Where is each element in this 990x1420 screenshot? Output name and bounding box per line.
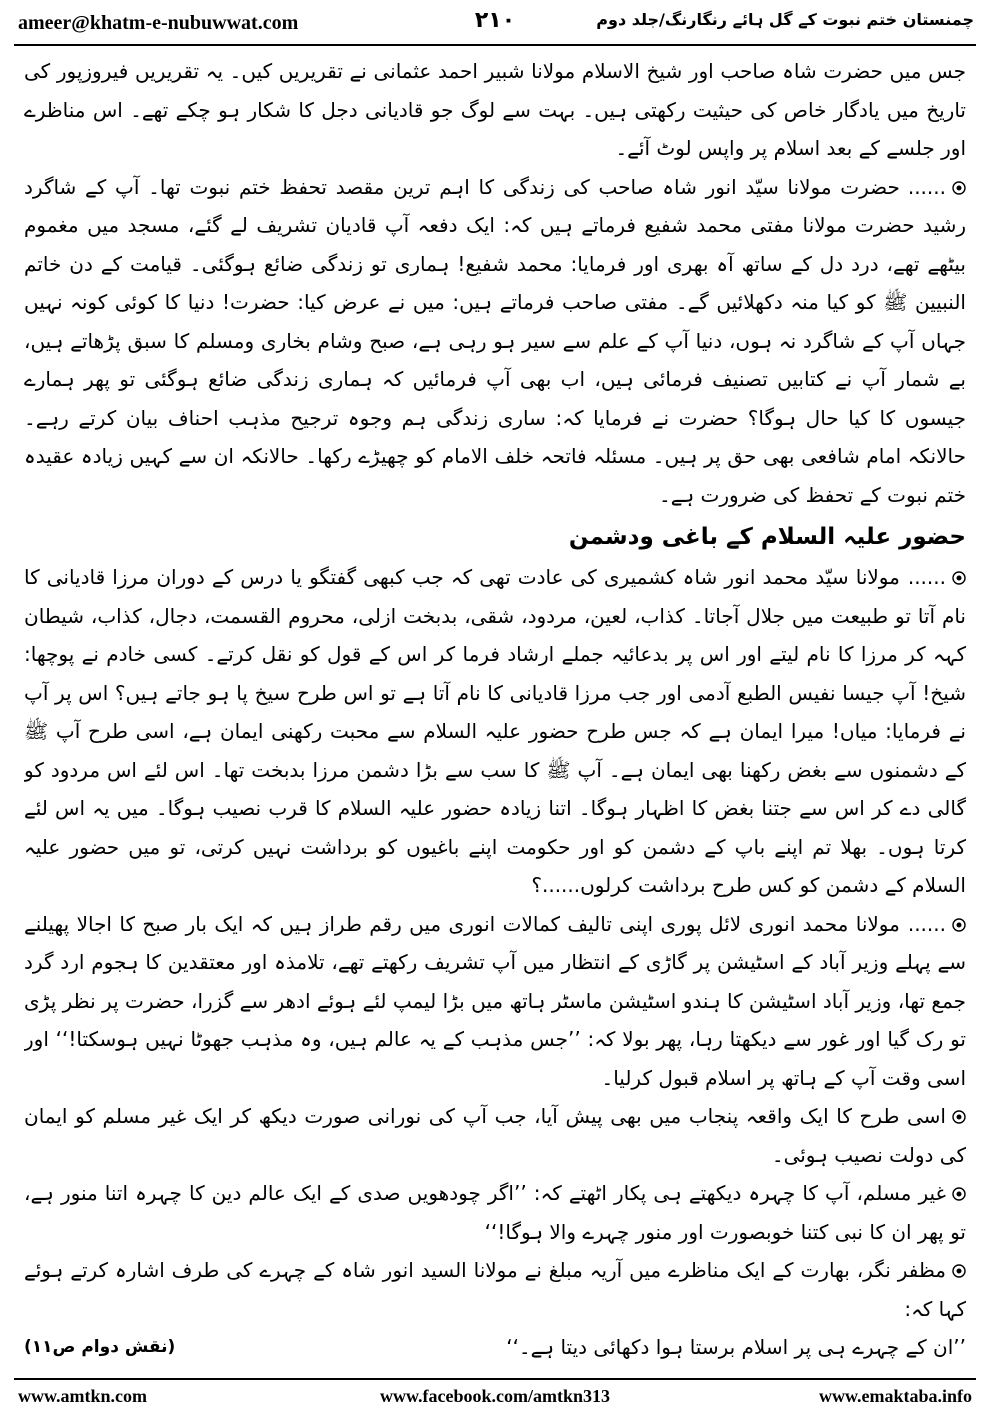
flower-bullet-icon (952, 1264, 966, 1278)
source-reference: (نقش دوام ص۱۱) (24, 1337, 176, 1357)
footer-facebook-link[interactable]: www.facebook.com/amtkn313 (380, 1386, 610, 1406)
section-heading: حضور علیہ السلام کے باغی ودشمن (568, 524, 966, 550)
flower-bullet-icon (952, 918, 966, 932)
paragraph-text: مولانا محمد انوری لائل پوری اپنی تالیف کمالات انوری میں رقم طراز ہیں کہ ایک بار صبح کا اجالا پھیلنے سے پہلے وزیر آباد کے اسٹیشن پر گاڑی کے انتظار میں آپ تشریف رکھتے تھے، تلامذہ اور معتقدین کا ہجوم ارد گرد جمع تھا، وزیر آباد اسٹیشن کا ہندو اسٹیشن ماسٹر ہاتھ میں بڑا لیمپ لئے ہوئے ادھر سے گزرا، حضرت پر نظر پڑی تو رک گیا اور غور سے دیکھتا رہا، پھر بولا کہ: ’’جس مذہب کے یہ عالم ہیں، وہ مذہب جھوٹا نہیں ہوسکتا!‘‘ اور اسی وقت آپ کے ہاتھ پر اسلام قبول کرلیا۔ (24, 911, 966, 1090)
flower-bullet-icon (952, 1110, 966, 1124)
ellipsis-marker: ...... (907, 565, 946, 589)
paragraph-text: حضرت مولانا سیّد انور شاہ صاحب کی زندگی کا اہم ترین مقصد تحفظ ختم نبوت تھا۔ آپ کے شاگرد رشید حضرت مولانا مفتی محمد شفیع فرماتے ہیں کہ: ایک دفعہ آپ قادیان تشریف لے گئے، مسجد میں مغموم بیٹھے تھے، درد دل کے ساتھ آہ بھری اور فرمایا: محمد شفیع! ہماری تو زندگی ضائع ہوگئی۔ قیامت کے دن خاتم النبیین ﷺ کو کیا منہ دکھلائیں گے۔ مفتی صاحب فرماتے ہیں: میں نے عرض کیا: حضرت! دنیا کا کوئی کونہ نہیں جہاں آپ کے شاگرد نہ ہوں، دنیا آپ کے علم سے سیر ہو رہی ہے، صبح وشام بخاری ومسلم کا سبق پڑھاتے ہیں، بے شمار آپ نے کتابیں تصنیف فرمائی ہیں، اب بھی آپ فرمائیں کہ ہماری زندگی ضائع ہوگئی تو پھر ہمارے جیسوں کا کیا حال ہوگا؟ حضرت نے فرمایا کہ: ساری زندگی ہم وجوہ ترجیح مذہب احناف بیان کرتے رہے۔ حالانکہ امام شافعی بھی حق پر ہیں۔ مسئلہ فاتحہ خلف الامام کو چھیڑے رکھا۔ حالانکہ ان سے کہیں زیادہ عقیدہ ختم نبوت کے تحفظ کی ضرورت ہے۔ (24, 174, 966, 507)
paragraph-5 (24, 1174, 966, 1251)
page-number: ۲۱۰ (474, 8, 516, 33)
flower-bullet-icon (952, 571, 966, 585)
page-footer (14, 1384, 976, 1412)
flower-bullet-icon (952, 181, 966, 195)
footer-emaktaba-link[interactable]: www.emaktaba.info (818, 1386, 972, 1406)
paragraph-text: اسی طرح کا ایک واقعہ پنجاب میں بھی پیش آیا، جب آپ کی نورانی صورت دیکھ کر ایک غیر مسلم کو ایمان کی دولت نصیب ہوئی۔ (24, 1104, 966, 1167)
intro-paragraph: جس میں حضرت شاہ صاحب اور شیخ الاسلام مولانا شبیر احمد عثمانی نے تقریریں کیں۔ یہ تقریریں فیروزپور کی تاریخ میں یادگار خاص کی حیثیت رکھتی ہیں۔ بہت سے لوگ جو قادیانی دجل کا شکار ہو چکے تھے۔ اس مناظرے اور جلسے کے بعد اسلام پر واپس لوٹ آئے۔ (24, 59, 966, 160)
ellipsis-marker: ...... (907, 911, 946, 936)
paragraph-text: مولانا سیّد محمد انور شاہ کشمیری کی عادت تھی کہ جب کبھی گفتگو یا درس کے دوران مرزا قادیانی کا نام آتا تو طبیعت میں جلال آجاتا۔ کذاب، لعین، مردود، شقی، بدبخت ازلی، محروم القسمت، دجال، کذاب، شیطان کہہ کر مرزا کا نام لیتے اور اس پر بدعائیہ جملے ارشاد فرما کر اس کے قول کو نقل کرتے۔ کسی خادم نے پوچھا: شیخ! آپ جیسا نفیس الطبع آدمی اور جب مرزا قادیانی کا نام آتا ہے تو اس طرح سیخ پا ہو جاتے ہیں؟ اس پر آپ نے فرمایا: میاں! میرا ایمان ہے کہ جس طرح حضور علیہ السلام سے محبت رکھنی ایمان ہے، اسی طرح آپ ﷺ کے دشمنوں سے بغض رکھنا بھی ایمان ہے۔ آپ ﷺ کا سب سے بڑا دشمن مرزا بدبخت تھا۔ اس لئے اس مردود کو گالی دے کر اس سے جتنا بغض کا اظہار ہوگا۔ اتنا زیادہ حضور علیہ السلام کا قرب نصیب ہوگا۔ میں یہ اس لئے کرتا ہوں۔ بھلا تم اپنے باپ کے دشمن کو اور حکومت اپنے باغیوں کو برداشت نہیں کرتی، تو میں حضور علیہ السلام کے دشمن کو کس طرح برداشت کرلوں......؟ (24, 565, 966, 897)
quote-line (24, 1328, 966, 1367)
paragraph-6 (24, 1251, 966, 1328)
footer-divider (14, 1378, 976, 1380)
page-header (12, 8, 978, 38)
paragraph-2 (24, 558, 966, 905)
footer-website-link[interactable]: www.amtkn.com (18, 1386, 147, 1406)
paragraph-text: غیر مسلم، آپ کا چہرہ دیکھتے ہی پکار اٹھتے کہ: ’’اگر چودھویں صدی کے ایک عالم دین کا چہرہ اتنا منور ہے، تو پھر ان کا نبی کتنا خوبصورت اور منور چہرے والا ہوگا!‘‘ (24, 1181, 966, 1244)
page-body (24, 52, 966, 1374)
paragraph-3 (24, 905, 966, 1098)
paragraph-1 (24, 168, 966, 515)
paragraph-4 (24, 1097, 966, 1174)
ellipsis-marker: ...... (907, 174, 946, 199)
quote-text: ’’ان کے چہرے ہی پر اسلام برستا ہوا دکھائی دیتا ہے۔‘‘ (506, 1335, 966, 1359)
paragraph-text: مظفر نگر، بھارت کے ایک مناظرے میں آریہ مبلغ نے مولانا السید انور شاہ کے چہرے کی طرف اشارہ کرتے ہوئے کہا کہ: (24, 1258, 966, 1321)
header-divider (14, 44, 976, 46)
header-email: ameer@khatm-e-nubuwwat.com (18, 12, 299, 34)
book-title: چمنستان ختم نبوت کے گل ہائے رنگارنگ/جلد دوم (596, 10, 974, 29)
flower-bullet-icon (952, 1187, 966, 1201)
